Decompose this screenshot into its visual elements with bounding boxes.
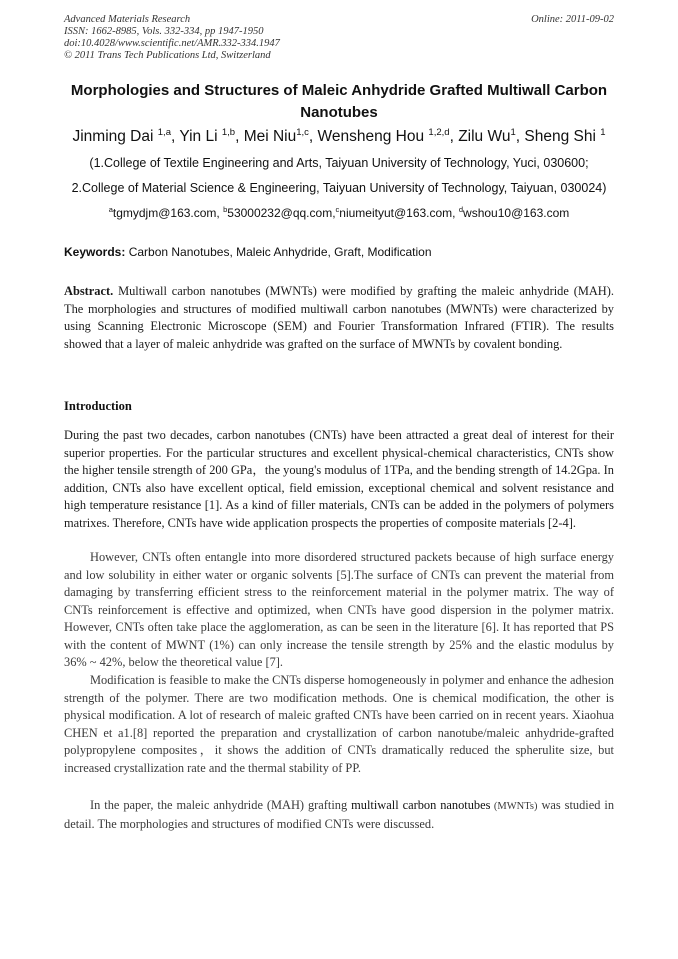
author-affiliation-mark: 1	[600, 127, 606, 138]
email-address: tgmydjm@163.com,	[112, 206, 224, 220]
intro-paragraph-4	[64, 797, 614, 833]
abstract-label: Abstract.	[64, 284, 114, 298]
author-name: Yin Li	[179, 128, 218, 146]
paper-title: Morphologies and Structures of Maleic Anhydride Grafted Multiwall Carbon Nanotubes	[70, 82, 608, 121]
intro-p4-text-end: was studied in detail. The morphologies and structures of modified CNTs were discussed.	[64, 798, 615, 831]
author-name: Mei Niu	[243, 128, 297, 146]
author-name: Zilu Wu	[458, 128, 511, 146]
online-date: Online: 2011-09-02	[531, 14, 614, 25]
email-address: 53000232@qq.com,	[227, 206, 336, 220]
email-list	[30, 205, 648, 220]
author-name: Sheng Shi	[524, 128, 596, 146]
journal-header	[64, 14, 280, 62]
journal-name: Advanced Materials Research	[64, 14, 191, 25]
author-affiliation-mark: 1	[510, 127, 516, 138]
affiliation-2: 2.College of Material Science & Engineering, Taiyuan University of Technology, Taiyuan, 030024)	[71, 181, 607, 195]
intro-p4-text: In the paper, the maleic anhydride (MAH) grafting	[90, 798, 352, 812]
intro-paragraph-2: However, CNTs often entangle into more disordered structured packets because of high surface energy and low solubility in either water or organic solvents [5].The surface of CNTs can prevent the material from damaging by transferring efficient stress to the reinforcement material in the polymer matrix. The way of CNTs reinforcement is effective and optimized, when CNTs have good dispersion in the polymer matrix. However, CNTs often take place the agglomeration, as can be seen in the literature [6]. It has reported that PS with the content of MWNT (1%) can only increase the tensile strength by 25% and the elastic modulus by 36% ~ 42%, below the theoretical value [7].	[64, 550, 614, 669]
keywords-label: Keywords:	[64, 245, 126, 259]
author-list: Jinming Dai $^{1,a}$, Yin Li $^{1,b}$, Mei Niu$^{1,c}$, Wensheng Hou $^{1,2,d}$, Zilu Wu$^1$, Sheng Shi $^1$	[72, 127, 606, 146]
email-mark: d	[458, 205, 464, 214]
author-affiliation-mark: 1,a	[157, 127, 171, 138]
journal-copyright: © 2011 Trans Tech Publications Ltd, Switzerland	[64, 50, 271, 61]
abstract-text: Multiwall carbon nanotubes (MWNTs) were modified by grafting the maleic anhydride (MAH). The morphologies and structures of modified multiwall carbon nanotubes (MWNTs) were characterized by using Scanning Electronic Microscope (SEM) and Fourier Transformation Infrared (FTIR). The results showed that a layer of maleic anhydride was grafted on the surface of MWNTs by covalent bonding.	[64, 284, 614, 351]
keywords-text: Carbon Nanotubes, Maleic Anhydride, Graft, Modification	[128, 245, 432, 259]
journal-issn: ISSN: 1662-8985, Vols. 332-334, pp 1947-1950	[64, 26, 264, 37]
introduction-heading: Introduction	[64, 399, 132, 413]
email-mark: a	[108, 205, 113, 214]
intro-paragraph-1: During the past two decades, carbon nanotubes (CNTs) have been attracted a great deal of interest for their superior properties. For the particular structures and excellent physical-chemical characteristics, CNTs show the higher tensile strength of 200 GPa，the young's modulus of 1TPa, and the bending strength of 14.2Gpa. In addition, CNTs also have excellent optical, field emission, exceptional chemical and solvent resistance and high temperature resistance [1]. As a kind of filler materials, CNTs can be added in the polymers of polymers matrixes. Therefore, CNTs have wide application prospects the properties of composite materials [2-4].	[64, 428, 614, 530]
author-affiliation-mark: 1,b	[221, 127, 236, 138]
author-name: Wensheng Hou	[317, 128, 425, 146]
email-mark: b	[223, 205, 228, 214]
keywords	[64, 245, 432, 259]
author-name: Jinming Dai	[72, 128, 154, 146]
abstract	[64, 283, 614, 353]
intro-paragraph-3: Modification is feasible to make the CNTs disperse homogeneously in polymer and enhance the adhesion strength of the polymer. There are two modification methods. One is chemical modification, the other is physical modification. A lot of research of maleic grafted CNTs have been carried on in recent years. Xiaohua CHEN et a1.[8] reported the preparation and crystallization of carbon nanotube/maleic anhydride-grafted polypropylene composites，it shows the addition of CNTs dramatically reduced the spherulite size, but increased crystallization rate and the thermal stability of PP.	[64, 673, 614, 775]
email-address: niumeityut@163.com,	[339, 206, 459, 220]
author-affiliation-mark: 1,2,d	[428, 127, 450, 138]
email-address: wshou10@163.com	[463, 206, 570, 220]
journal-doi: doi:10.4028/www.scientific.net/AMR.332-334.1947	[64, 38, 280, 49]
author-affiliation-mark: 1,c	[296, 127, 309, 138]
affiliation-1: (1.College of Textile Engineering and Arts, Taiyuan University of Technology, Yuci, 030600;	[89, 156, 589, 170]
intro-p4-abbrev: (MWNTs)	[490, 801, 538, 812]
intro-p4-term: multiwall carbon nanotubes	[351, 798, 491, 812]
email-mark: c	[335, 205, 340, 214]
